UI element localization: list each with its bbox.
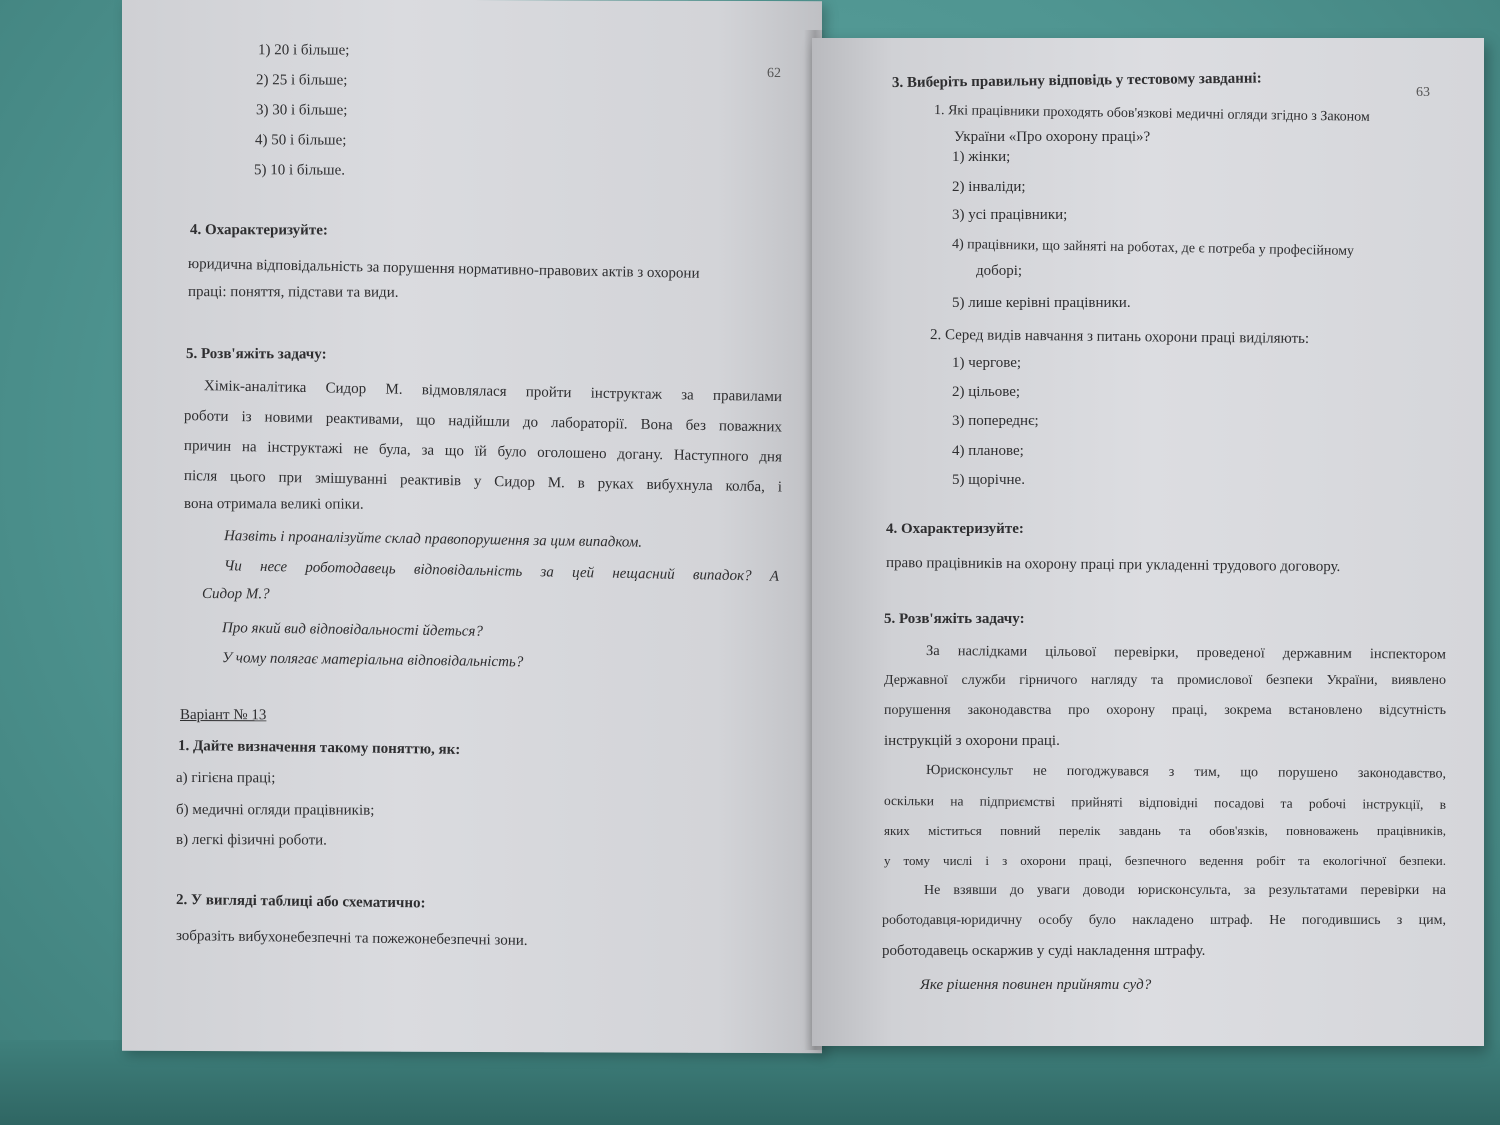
page-number: 62: [767, 66, 781, 82]
paragraph-line: Державної служби гірничого нагляду та промислової безпеки України, виявлено: [884, 673, 1446, 688]
section-heading: 2. У вигляді таблиці або схематично:: [175, 891, 426, 912]
paragraph-line: порушення законодавства про охорону праці, зокрема встановлено відсутність: [884, 703, 1446, 718]
option: 3) 30 і більше;: [256, 102, 348, 119]
paragraph-line: України «Про охорону праці»?: [954, 129, 1151, 145]
paragraph-line: роботодавця-юридичну особу було накладено штраф. Не погодившись з цим,: [882, 913, 1446, 928]
option: 1) чергове;: [952, 355, 1022, 371]
question-line: Про який вид відповідальності йдеться?: [221, 620, 484, 640]
option: 3) усі працівники;: [952, 207, 1068, 223]
paragraph-line: у тому числі і з охорони праці, безпечного ведення робіт та екологічної безпеки.: [884, 853, 1446, 868]
section-heading: 1. Дайте визначення такому поняттю, як:: [177, 737, 461, 758]
question-line: У чому полягає матеріальна відповідальність?: [221, 650, 524, 671]
section-heading: 4. Охарактеризуйте:: [886, 521, 1024, 537]
left-page: [122, 0, 822, 1053]
option: 5) лише керівні працівники.: [952, 295, 1131, 311]
paragraph-line: 1. Які працівники проходять обов'язкові медичні огляди згідно з Законом: [933, 103, 1370, 125]
option: 1) 20 і більше;: [258, 42, 350, 59]
question-line: Назвіть і проаналізуйте склад правопорушення за цим випадком.: [223, 528, 643, 551]
list-item: а) гігієна праці;: [176, 769, 276, 787]
section-heading: 3. Виберіть правильну відповідь у тестовому завданні:: [891, 70, 1262, 91]
paragraph-line: юридична відповідальність за порушення нормативно-правових актів з охорони: [187, 256, 700, 282]
list-item: в) легкі фізичні роботи.: [176, 831, 327, 849]
paragraph-line: роботодавець оскаржив у суді накладення штрафу.: [882, 943, 1206, 959]
paragraph-line: 2. Серед видів навчання з питань охорони праці виділяють:: [929, 327, 1310, 347]
option: 1) жінки;: [952, 149, 1011, 165]
option: 2) 25 і більше;: [256, 72, 348, 89]
paragraph-line: За наслідками цільової перевірки, проведеної державним інспектором: [925, 643, 1447, 663]
paragraph-line: оскільки на підприємстві прийняті відповідні посадові та робочі інструкції, в: [883, 793, 1447, 812]
paragraph-line: яких міститься повний перелік завдань та обов'язків, повноважень працівників,: [884, 823, 1446, 838]
page-number: 63: [1416, 85, 1430, 100]
section-heading: 5. Розв'яжіть задачу:: [884, 611, 1025, 627]
option: 5) 10 і більше.: [254, 162, 345, 179]
question-line: Чи несе роботодавець відповідальність за цей нещасний випадок? А: [223, 558, 780, 585]
paragraph-line: Хімік-аналітика Сидор М. відмовлялася пройти інструктаж за правилами: [203, 378, 783, 406]
paragraph-line: роботи із новими реактивами, що надійшли до лабораторії. Вона без поважних: [183, 407, 783, 436]
paragraph-line: Не взявши до уваги доводи юрисконсульта, за результатами перевірки на: [924, 883, 1446, 898]
option: 2) цільове;: [952, 384, 1021, 400]
option: 4) 50 і більше;: [255, 132, 347, 149]
question-line: Яке рішення повинен прийняти суд?: [920, 977, 1152, 993]
question-line: Сидор М.?: [202, 586, 270, 603]
section-heading: 4. Охарактеризуйте:: [190, 222, 328, 239]
paragraph-line: зобразіть вибухонебезпечні та пожежонебезпечні зони.: [175, 927, 528, 949]
section-heading: 5. Розв'яжіть задачу:: [186, 346, 327, 363]
paragraph-line: вона отримала великі опіки.: [184, 495, 364, 513]
paragraph-line: Юрисконсульт не погоджувався з тим, що порушено законодавство,: [925, 763, 1447, 782]
option: 4) працівники, що зайняті на роботах, де є потреба у професійному: [951, 237, 1355, 260]
variant-title: Варіант № 13: [180, 706, 267, 724]
option: 2) інваліди;: [952, 179, 1026, 195]
paragraph-line: після цього при змішуванні реактивів у Сидор М. в руках вибухнула колба, і: [183, 467, 783, 496]
paragraph-line: право працівників на охорону праці при укладенні трудового договору.: [885, 555, 1341, 575]
paragraph-line: причин на інструктажі не була, за що їй було оголошено догану. Наступного дня: [183, 437, 783, 466]
paragraph-line: праці: поняття, підстави та види.: [188, 284, 399, 301]
option: 4) планове;: [952, 443, 1024, 459]
option: 3) попереднє;: [952, 413, 1039, 429]
list-item: б) медичні огляди працівників;: [176, 801, 375, 819]
paragraph-line: інструкцій з охорони праці.: [884, 733, 1060, 749]
option: 5) щорічне.: [952, 472, 1025, 488]
option: доборі;: [976, 263, 1023, 279]
right-page: [812, 38, 1484, 1046]
